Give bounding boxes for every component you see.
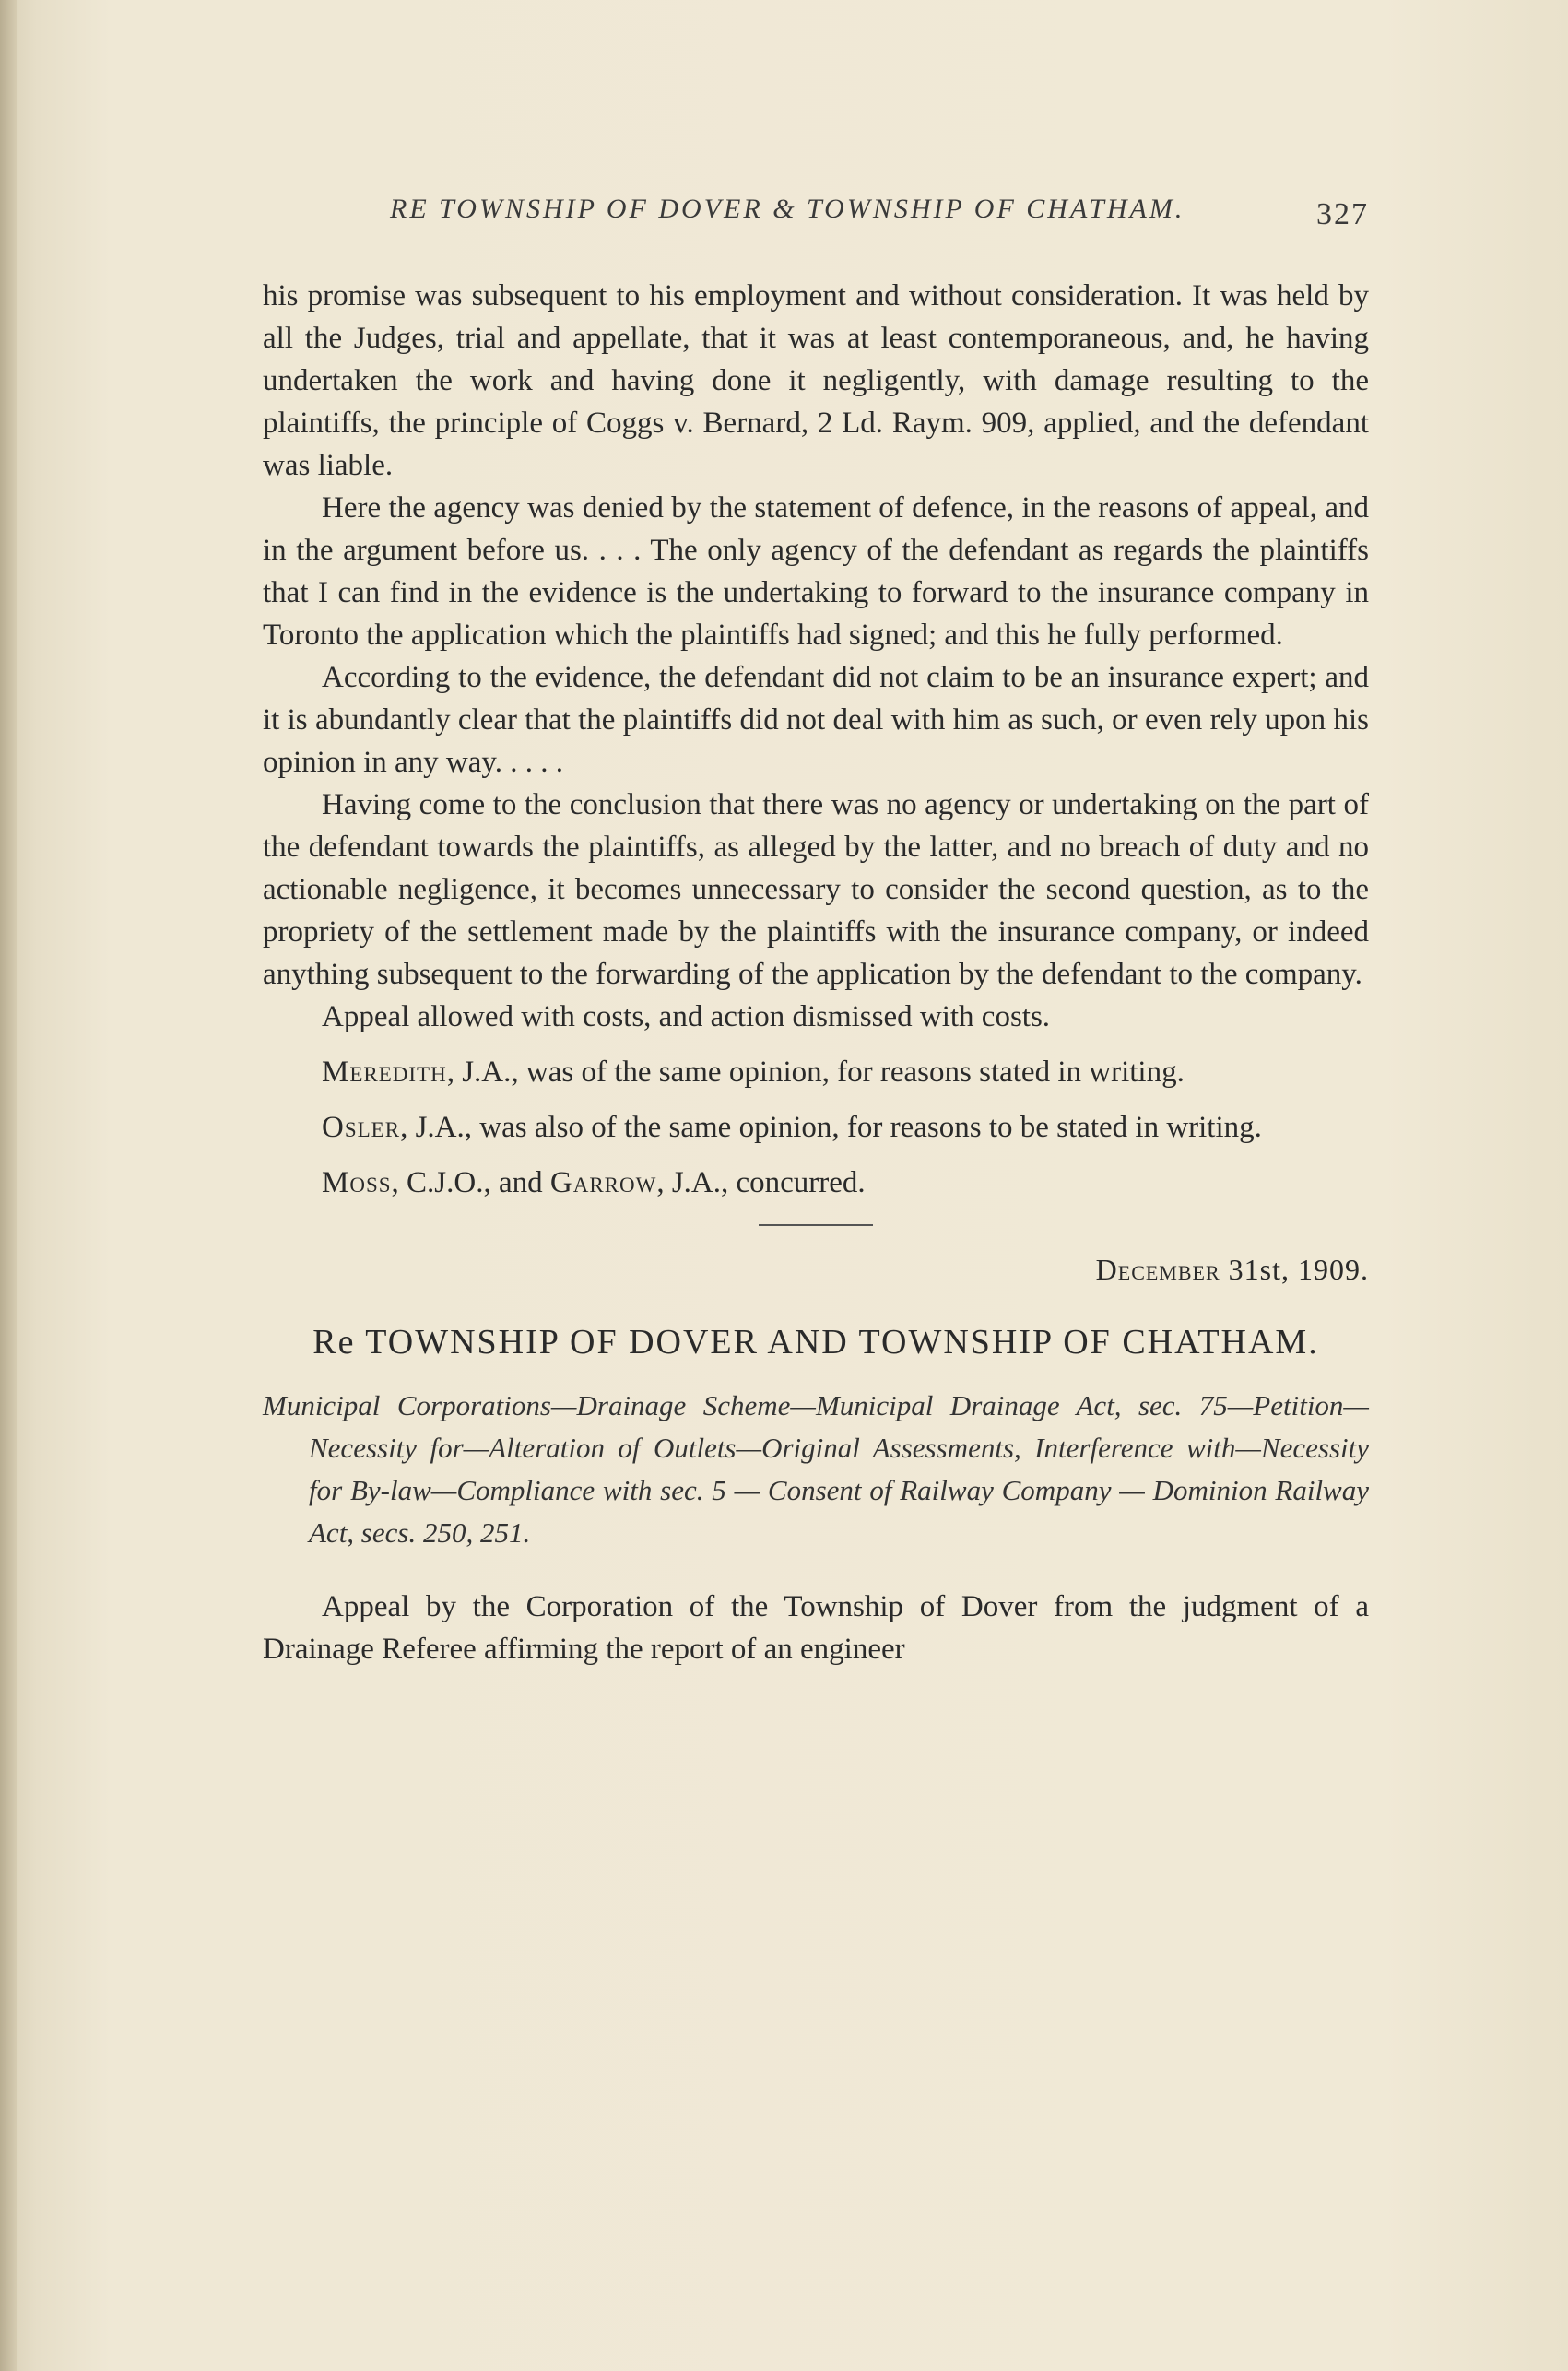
date-month: December bbox=[1095, 1253, 1220, 1286]
running-head bbox=[263, 184, 1369, 240]
opinion-osler-text: , J.A., was also of the same opinion, for reasons to be stated in writing. bbox=[400, 1111, 1262, 1144]
opinion-meredith bbox=[263, 1051, 1369, 1093]
judge-name-osler: Osler bbox=[322, 1111, 401, 1144]
judgment-date bbox=[263, 1248, 1369, 1291]
running-title: RE TOWNSHIP OF DOVER & TOWNSHIP OF CHATHAM. bbox=[390, 194, 1185, 224]
paragraph-disposition: Appeal allowed with costs, and action dismissed with costs. bbox=[322, 1000, 1051, 1033]
date-rest: 31st, 1909. bbox=[1228, 1253, 1369, 1286]
paragraph-agency: Here the agency was denied by the statement of defence, in the reasons of appeal, and in the argument before us. . . . The only agency of the defendant as regards the plaintiffs that I can find in the evidence is the undertaking to forward to the insurance company in Toronto the application which the plaintiffs had signed; and this he fully performed. bbox=[263, 491, 1369, 652]
case-title: Re TOWNSHIP OF DOVER AND TOWNSHIP OF CHATHAM. bbox=[312, 1323, 1319, 1362]
binding-edge bbox=[0, 0, 17, 2371]
paragraph-continuation: his promise was subsequent to his employment and without consideration. It was held by all the Judges, trial and appellate, that it was at least contemporaneous, and, he having undertaken the work and having done it negligently, with damage resulting to the plaintiffs, the principle of Coggs v. Bernard, 2 Ld. Raym. 909, applied, and the defendant was liable. bbox=[263, 279, 1369, 482]
text-column bbox=[263, 184, 1369, 1670]
case-headnote: Municipal Corporations—Drainage Scheme—Municipal Drainage Act, sec. 75—Petition—Necessity for—Alteration of Outlets—Original Assessments, Interference with—Necessity for By-law—Compliance with sec. 5 — Consent of Railway Company — Dominion Railway Act, secs. 250, 251. bbox=[263, 1389, 1369, 1549]
opinion-concurrence bbox=[263, 1162, 1369, 1204]
paragraph-evidence: According to the evidence, the defendant did not claim to be an insurance expert; and it is abundantly clear that the plaintiffs did not deal with him as such, or even rely upon his opinion in any way. . . . . bbox=[263, 661, 1369, 779]
section-divider bbox=[759, 1224, 873, 1226]
page-number: 327 bbox=[1316, 197, 1369, 231]
opinion-osler bbox=[263, 1106, 1369, 1149]
judge-name-meredith: Meredith bbox=[322, 1056, 447, 1089]
opinion-meredith-text: , J.A., was of the same opinion, for reasons stated in writing. bbox=[446, 1056, 1185, 1089]
concurrence-mid: , C.J.O., and bbox=[391, 1166, 550, 1199]
paragraph-conclusion: Having come to the conclusion that there was no agency or undertaking on the part of the defendant towards the plaintiffs, as alleged by the latter, and no breach of duty and no actionable negligence, it becomes unnecessary to consider the second question, as to the propriety of the settlement made by the plaintiffs with the insurance company, or indeed anything subsequent to the forwarding of the application by the defendant to the company. bbox=[263, 788, 1369, 991]
judge-name-moss: Moss bbox=[322, 1166, 392, 1199]
judge-name-garrow: Garrow bbox=[549, 1166, 657, 1199]
concurrence-text: , J.A., concurred. bbox=[656, 1166, 866, 1199]
paragraph-appeal-opening: Appeal by the Corporation of the Township of Dover from the judgment of a Drainage Referee affirming the report of an engineer bbox=[263, 1590, 1369, 1666]
